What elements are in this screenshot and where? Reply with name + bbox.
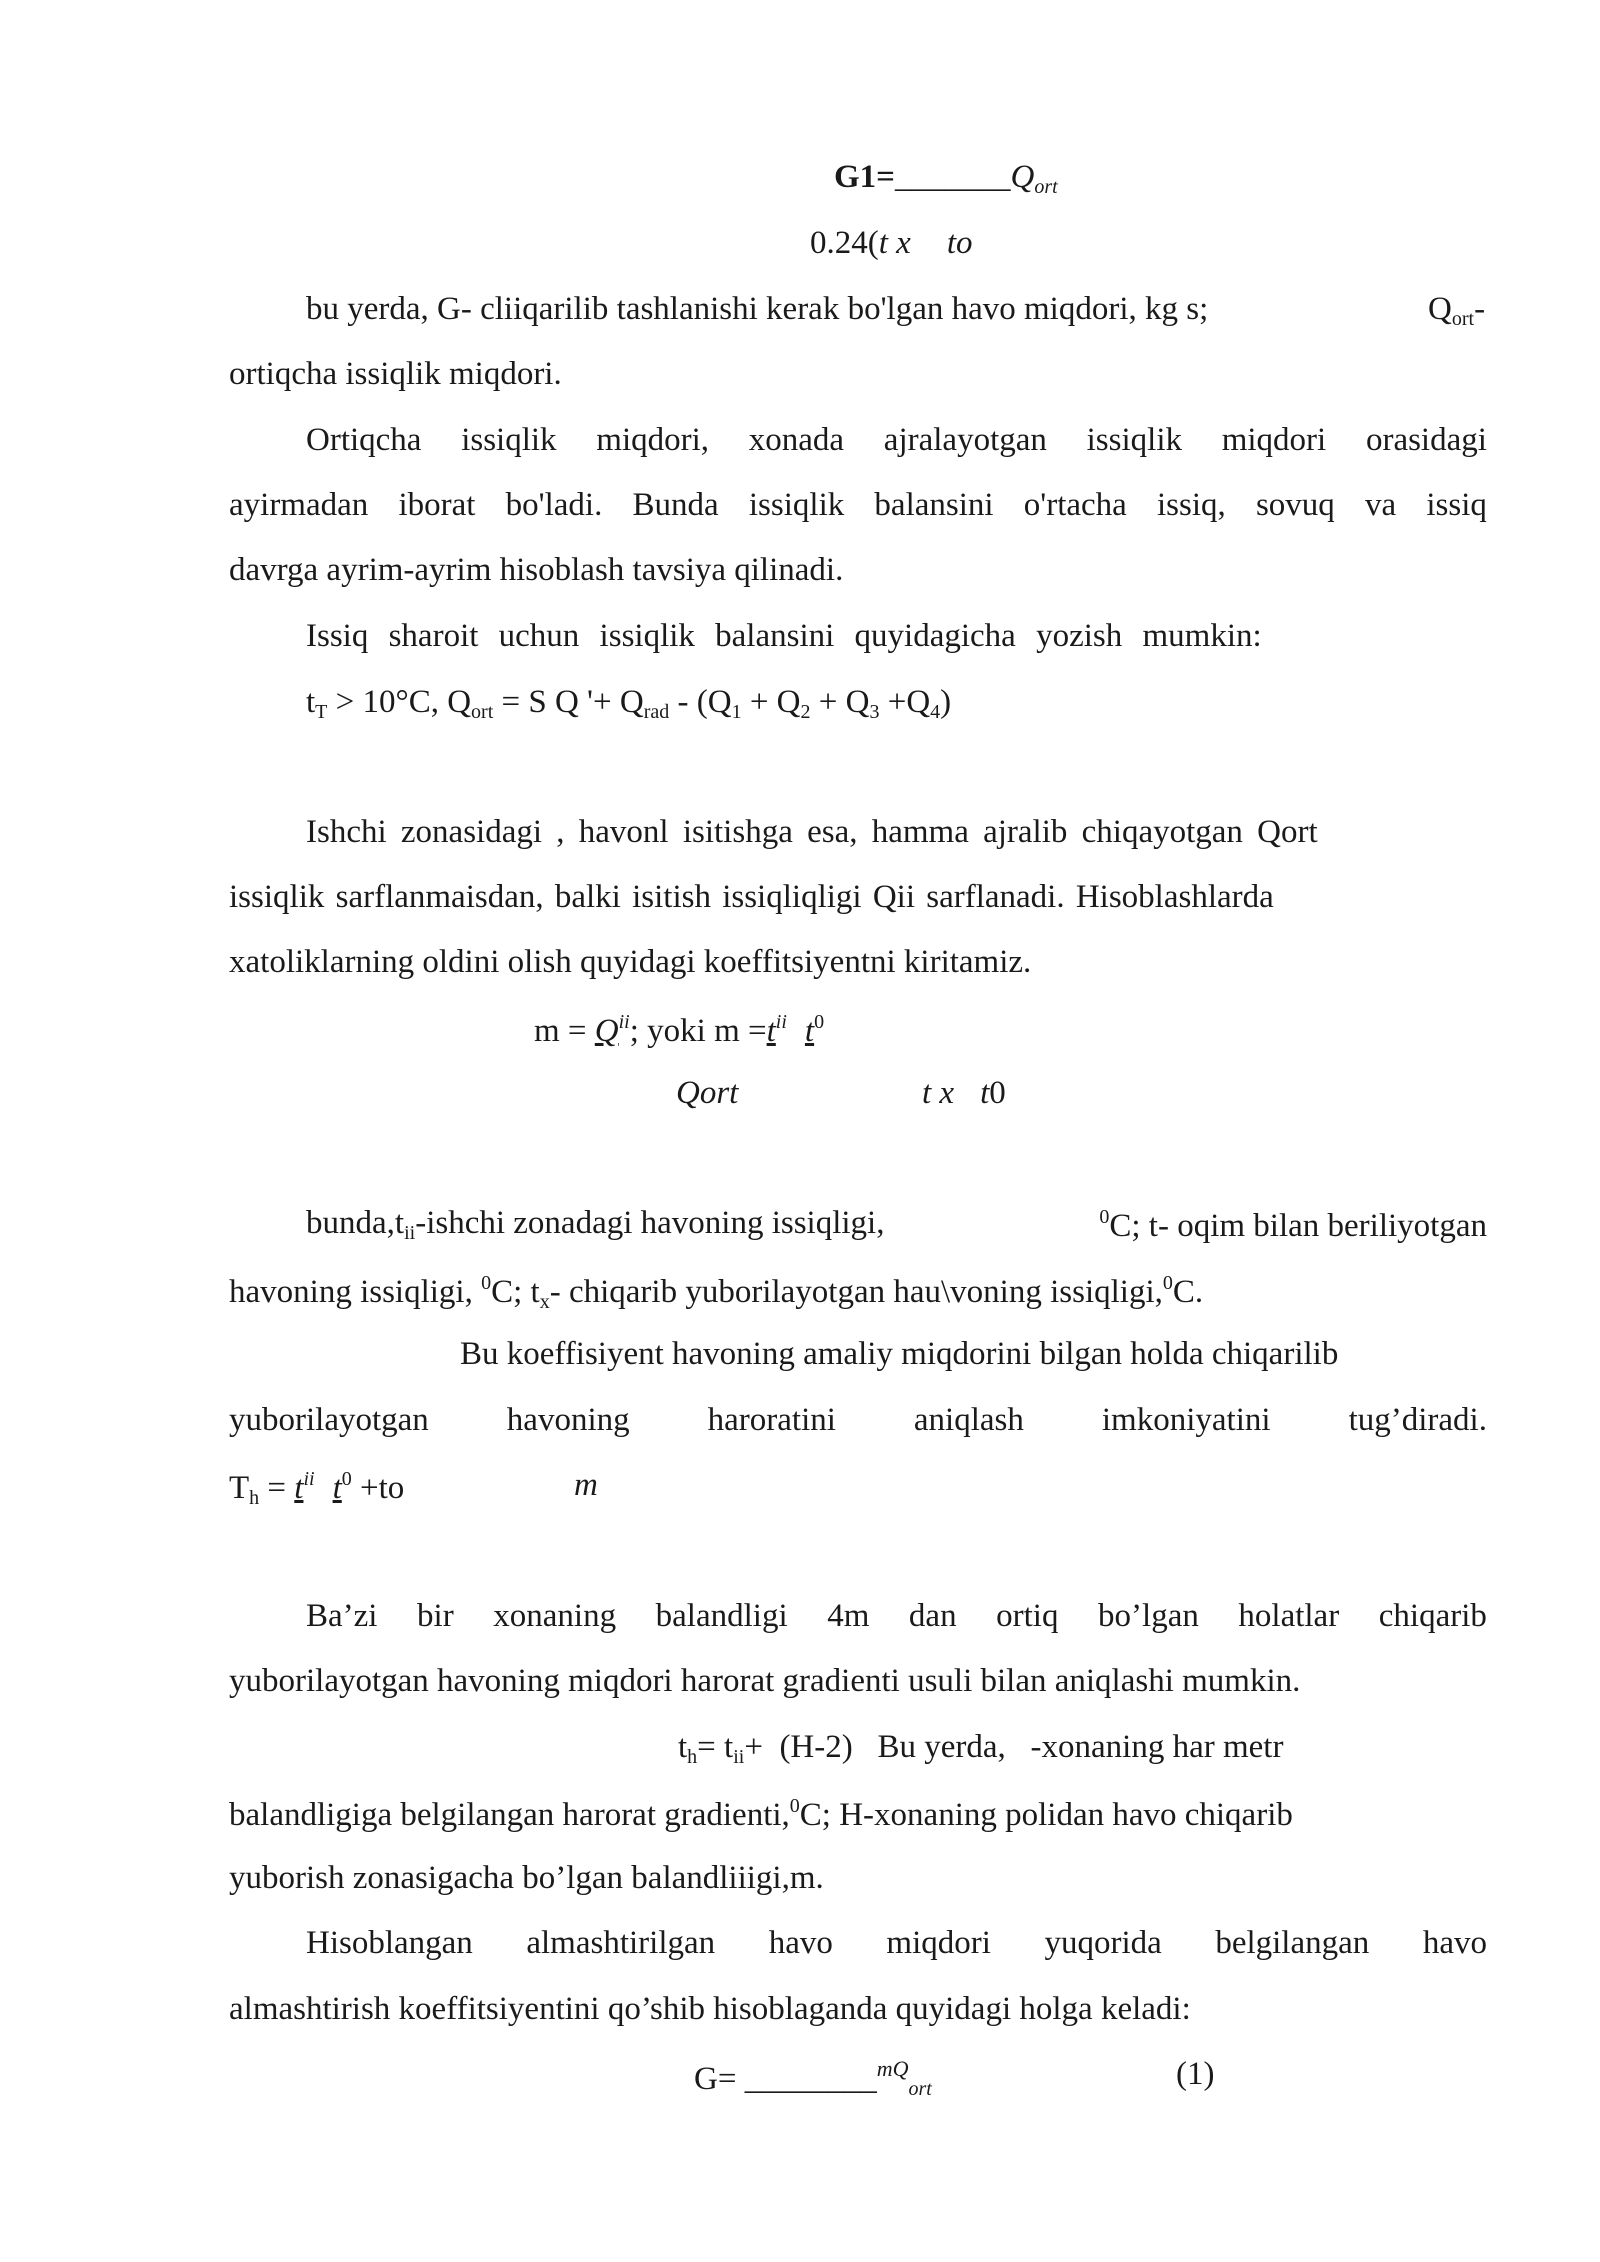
word: havoning	[506, 1402, 630, 1438]
equation-g1	[834, 161, 1058, 197]
word: issiqlik	[1086, 422, 1182, 458]
paragraph-7-line-5: yuborish zonasigacha bo’lgan balandliiigi,m.	[229, 1860, 824, 1896]
word: issiqlik	[461, 422, 557, 458]
word: havo	[1422, 1925, 1487, 1961]
word: belgilangan	[1215, 1925, 1370, 1961]
word: imkoniyatini	[1101, 1402, 1271, 1438]
word: holatlar	[1238, 1598, 1340, 1634]
word: miqdori	[1221, 422, 1327, 458]
paragraph-7-line-1	[306, 1600, 1487, 1633]
word: balansini	[874, 487, 994, 523]
word: issiqlik	[748, 487, 845, 523]
equation-label: G1=	[834, 159, 895, 195]
den-part-c: to	[946, 225, 973, 261]
paragraph-8-line-1	[306, 1927, 1487, 1960]
paragraph-2-line-1	[306, 424, 1487, 457]
paragraph-6-line-1: Bu koeffisiyent havoning amaliy miqdorini bilgan holda chiqarilib	[460, 1336, 1339, 1372]
word: ayirmadan	[229, 487, 369, 523]
word: orasidagi	[1365, 422, 1487, 458]
paragraph-5-line-1: $bunda,t_{ii}$-ishchi zonadagi havoning issiqligi, $^0$C; t- oqim bilan beriliyotgan	[306, 1205, 1487, 1244]
q-symbol: Q	[1010, 159, 1035, 195]
word: balandligi	[655, 1598, 788, 1634]
equation-m: $m = Q^{ii}$; yoki $m =t^{ii}$ $t^0$	[534, 1011, 825, 1049]
word: va	[1365, 487, 1397, 523]
word: xonada	[748, 422, 845, 458]
paragraph-8-line-2: almashtirish koeffitsiyentini qo’shib hisoblaganda quyidagi holga keladi:	[229, 1991, 1191, 2027]
equation-number: (1)	[1176, 2056, 1215, 2092]
word: 4m	[827, 1598, 870, 1634]
paragraph-2-line-3: davrga ayrim-ayrim hisoblash tavsiya qilinadi.	[229, 552, 844, 588]
paragraph-4-line-2: issiqlik sarflanmaisdan, balki isitish issiqliqligi Qii sarflanadi. Hisoblashlarda	[229, 879, 1274, 915]
equation-gradient: $t_h= t_{ii}+ (H-2)$ Bu yerda, -xonaning har metr	[678, 1729, 1284, 1768]
equation-heat-balance: $t_T > 10^\circ C$, $Q_{ort} = S$ Q '+ $Q_{rad} - (Q_1 + Q_2 + Q_3 +Q_4)$	[306, 684, 952, 723]
paragraph-2-line-2	[229, 489, 1487, 522]
word: Hisoblangan	[306, 1925, 473, 1961]
word: bir	[417, 1598, 454, 1634]
equation-th-denominator: m	[574, 1467, 598, 1503]
word: dan	[908, 1598, 957, 1634]
paragraph-5-line-2: havoning issiqligi, $^0$C; $t_x-$ chiqarib yuborilayotgan hau\voning issiqligi,$^0$C.	[229, 1272, 1204, 1313]
fraction-bar: _______	[894, 159, 1011, 195]
equation-m-denominator-2: t x t0	[922, 1075, 1006, 1111]
word: ajralayotgan	[883, 422, 1047, 458]
word: chiqarib	[1378, 1598, 1487, 1634]
paragraph-4-line-3: xatoliklarning oldini olish quyidagi koeffitsiyentni kiritamiz.	[229, 944, 1032, 980]
word: Ba’zi	[306, 1598, 378, 1634]
equation-th: $T_h = t^{ii}$ $t^0 +to$	[229, 1468, 405, 1509]
q-ort-symbol: $Q_{ort}-$	[1428, 291, 1486, 330]
word: tug’diradi.	[1348, 1402, 1487, 1438]
word: yuborilayotgan	[229, 1402, 429, 1438]
word: Bunda	[632, 487, 719, 523]
word: issiq	[1426, 487, 1487, 523]
den-part-a: 0.24(	[810, 225, 879, 261]
word: issiq,	[1157, 487, 1226, 523]
word: bo'ladi.	[505, 487, 603, 523]
equation-g1-denominator	[810, 227, 973, 260]
word: ortiq	[996, 1598, 1059, 1634]
q-subscript: ort	[1034, 176, 1058, 198]
word: sovuq	[1255, 487, 1335, 523]
paragraph-1-line-1: bu yerda, G- cliiqarilib tashlanishi kerak bo'lgan havo miqdori, kg s;	[306, 291, 1209, 327]
word: havo	[768, 1925, 833, 1961]
paragraph-7-line-2: yuborilayotgan havoning miqdori harorat gradienti usuli bilan aniqlashi mumkin.	[229, 1663, 1301, 1699]
den-part-b: t x	[878, 225, 911, 261]
word: aniqlash	[913, 1402, 1024, 1438]
word: iborat	[398, 487, 476, 523]
equation-m-denominator-1: Qort	[676, 1075, 739, 1111]
equation-final: G= ________$^{mQ}_{ort}$	[694, 2056, 932, 2100]
word: o'rtacha	[1023, 487, 1127, 523]
word: Ortiqcha	[306, 422, 422, 458]
word: haroratini	[707, 1402, 836, 1438]
paragraph-1-line-2: ortiqcha issiqlik miqdori.	[229, 356, 562, 392]
paragraph-6-line-2	[229, 1404, 1487, 1437]
word: bo’lgan	[1098, 1598, 1199, 1634]
paragraph-7-line-4: balandligiga belgilangan harorat gradienti,$^0$C; H-xonaning polidan havo chiqarib	[229, 1795, 1293, 1833]
paragraph-3-line-1: Issiq sharoit uchun issiqlik balansini quyidagicha yozish mumkin:	[306, 618, 1262, 654]
word: miqdori	[886, 1925, 991, 1961]
word: yuqorida	[1044, 1925, 1162, 1961]
word: xonaning	[493, 1598, 617, 1634]
paragraph-4-line-1: Ishchi zonasidagi , havonl isitishga esa, hamma ajralib chiqayotgan Qort	[306, 814, 1318, 850]
word: miqdori,	[596, 422, 710, 458]
word: almashtirilgan	[526, 1925, 716, 1961]
